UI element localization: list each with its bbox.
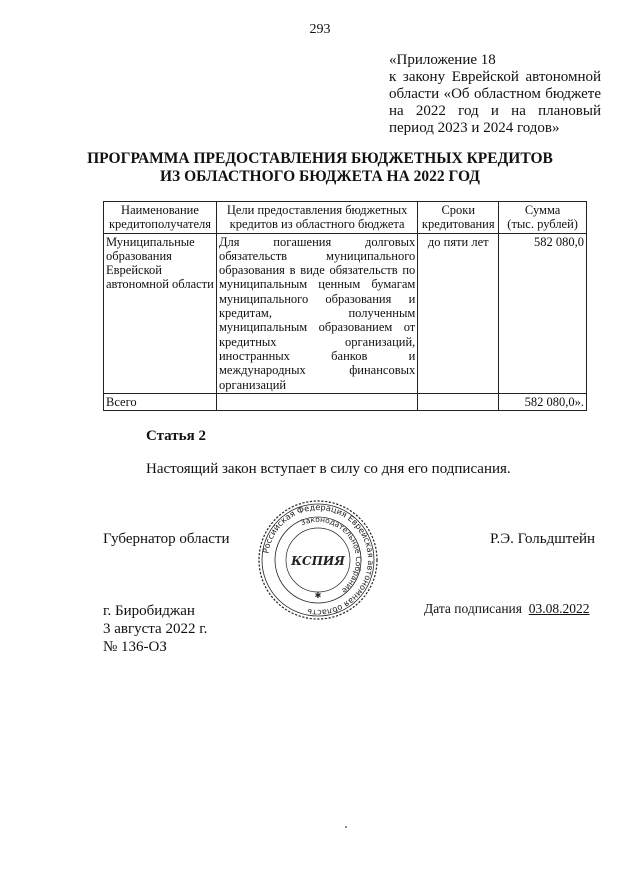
table-row xyxy=(104,233,587,393)
title-line: ПРОГРАММА ПРЕДОСТАВЛЕНИЯ БЮДЖЕТНЫХ КРЕДИТОВ xyxy=(87,150,553,167)
appendix-line: на 2022 год и на плановый xyxy=(389,103,601,119)
header-text: кредитов из областного бюджета xyxy=(229,217,405,232)
cell-total-sum: 582 080,0». xyxy=(499,393,587,410)
header-purpose xyxy=(216,202,417,234)
header-text: Цели предоставления бюджетных xyxy=(226,203,408,217)
law-number: № 136-ОЗ xyxy=(103,639,167,655)
cell-text: образования xyxy=(106,248,172,263)
cell-sum: 582 080,0 xyxy=(499,233,587,393)
cell-text: муниципальным ценным бумагам xyxy=(218,277,416,292)
cell-recipient xyxy=(104,233,217,393)
header-text: (тыс. рублей) xyxy=(507,217,578,232)
appendix-line: «Приложение 18 xyxy=(389,52,496,68)
cell-text: международных финансовых xyxy=(218,363,416,378)
header-text: Наименование xyxy=(121,203,199,217)
article-heading: Статья 2 xyxy=(146,428,206,444)
place-block xyxy=(103,602,207,656)
cell-text: обязательств муниципального xyxy=(218,248,416,263)
cell-text: Для погашения долговых xyxy=(218,234,416,249)
signer-name: Р.Э. Гольдштейн xyxy=(490,531,596,547)
cell-empty xyxy=(216,393,417,410)
title-line: ИЗ ОБЛАСТНОГО БЮДЖЕТА НА 2022 ГОД xyxy=(160,168,480,185)
seal-outer-textpath: Российская Федерация Еврейская автономная область xyxy=(260,501,377,619)
cell-purpose xyxy=(216,233,417,393)
cell-text: Еврейской xyxy=(106,263,162,278)
cell-text: кредитам, полученным xyxy=(218,306,416,321)
adoption-date: 3 августа 2022 г. xyxy=(103,621,208,637)
cell-text: иностранных банков и xyxy=(218,348,416,363)
cell-text: образования в виде обязательств по xyxy=(218,263,416,278)
official-seal xyxy=(256,498,380,622)
cell-text: Муниципальные xyxy=(106,234,195,249)
cell-text: муниципального образования и xyxy=(218,291,416,306)
cell-empty xyxy=(418,393,499,410)
seal-star-icon: ✱ xyxy=(314,591,322,600)
appendix-line: период 2023 и 2024 годов» xyxy=(389,120,560,136)
cell-total-label: Всего xyxy=(104,393,217,410)
header-term xyxy=(418,202,499,234)
city: г. Биробиджан xyxy=(103,603,195,619)
signing-date-value: 03.08.2022 xyxy=(528,601,590,616)
law-text: Настоящий закон вступает в силу со дня его подписания. xyxy=(146,461,511,477)
header-recipient xyxy=(104,202,217,234)
header-sum xyxy=(499,202,587,234)
header-text: кредитополучателя xyxy=(108,217,212,232)
document-title xyxy=(0,150,640,186)
cell-text: муниципальным образованием от xyxy=(218,320,416,335)
header-text: Сумма xyxy=(524,203,561,217)
scan-speck xyxy=(345,826,347,828)
table-header-row xyxy=(104,202,587,234)
governor-label: Губернатор области xyxy=(103,531,230,547)
header-text: кредитования xyxy=(421,217,495,232)
cell-text: кредитных организаций, xyxy=(218,334,416,349)
page-number: 293 xyxy=(309,22,331,37)
appendix-line: к закону Еврейской автономной xyxy=(389,69,601,85)
signing-date xyxy=(424,601,590,617)
cell-text: организаций xyxy=(218,377,287,392)
cell-term: до пяти лет xyxy=(418,233,499,393)
table-total-row xyxy=(104,393,587,410)
signing-date-label: Дата подписания xyxy=(424,601,522,616)
appendix-header xyxy=(389,52,601,137)
seal-inner-textpath: Законодательное Собрание xyxy=(299,514,364,596)
credit-program-table xyxy=(103,201,587,411)
header-text: Сроки xyxy=(441,203,476,217)
appendix-line: области «Об областном бюджете xyxy=(389,86,601,102)
seal-center-text: КСПИЯ xyxy=(291,554,345,568)
cell-text: автономной области xyxy=(106,277,214,292)
